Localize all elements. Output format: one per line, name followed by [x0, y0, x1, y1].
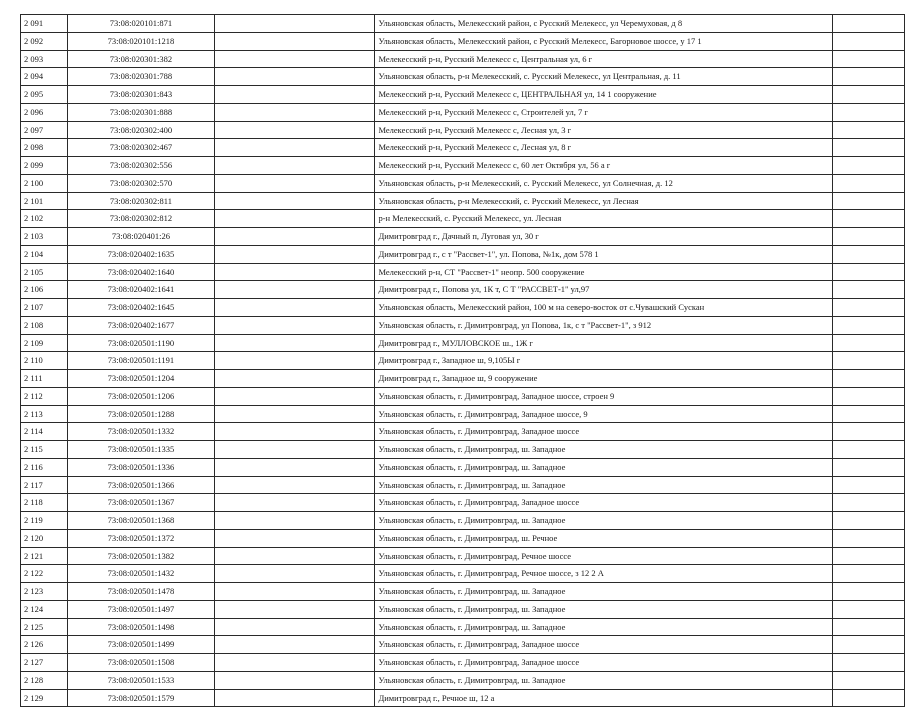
table-row: [21, 103, 905, 121]
address-cell: Димитровград г., Попова ул, 1К т, С Т "РАССВЕТ-1" ул,97: [375, 281, 833, 299]
address-cell: Димитровград г., Западное ш, 9,105Ы г: [375, 352, 833, 370]
empty-cell: [215, 618, 375, 636]
cadastral-number-cell: 73:08:020501:1367: [67, 494, 215, 512]
table-row: [21, 370, 905, 388]
empty-cell: [833, 50, 905, 68]
empty-cell: [215, 15, 375, 33]
empty-cell: [215, 494, 375, 512]
table-row: [21, 654, 905, 672]
row-number-cell: 2 112: [21, 387, 68, 405]
cadastral-number-cell: 73:08:020501:1508: [67, 654, 215, 672]
table-row: [21, 405, 905, 423]
table-row: [21, 121, 905, 139]
empty-cell: [833, 476, 905, 494]
row-number-cell: 2 127: [21, 654, 68, 672]
row-number-cell: 2 097: [21, 121, 68, 139]
cadastral-number-cell: 73:08:020301:843: [67, 86, 215, 104]
table-row: [21, 352, 905, 370]
row-number-cell: 2 121: [21, 547, 68, 565]
cadastral-number-cell: 73:08:020402:1640: [67, 263, 215, 281]
empty-cell: [215, 32, 375, 50]
row-number-cell: 2 102: [21, 210, 68, 228]
table-row: [21, 281, 905, 299]
row-number-cell: 2 115: [21, 441, 68, 459]
table-row: [21, 387, 905, 405]
empty-cell: [215, 157, 375, 175]
row-number-cell: 2 128: [21, 671, 68, 689]
address-cell: р-н Мелекесский, с. Русский Мелекесс, ул. Лесная: [375, 210, 833, 228]
address-cell: Димитровград г., Дачный п, Луговая ул, 30 г: [375, 228, 833, 246]
empty-cell: [215, 121, 375, 139]
empty-cell: [833, 192, 905, 210]
empty-cell: [833, 636, 905, 654]
empty-cell: [833, 263, 905, 281]
table-row: [21, 86, 905, 104]
empty-cell: [215, 103, 375, 121]
empty-cell: [215, 174, 375, 192]
empty-cell: [833, 405, 905, 423]
cadastral-number-cell: 73:08:020302:556: [67, 157, 215, 175]
row-number-cell: 2 092: [21, 32, 68, 50]
row-number-cell: 2 109: [21, 334, 68, 352]
empty-cell: [215, 529, 375, 547]
cadastral-number-cell: 73:08:020501:1432: [67, 565, 215, 583]
table-row: [21, 671, 905, 689]
cadastral-number-cell: 73:08:020301:788: [67, 68, 215, 86]
address-cell: Мелекесский р-н, Русский Мелекесс с, ЦЕНТРАЛЬНАЯ ул, 14 1 сооружение: [375, 86, 833, 104]
empty-cell: [833, 121, 905, 139]
cadastral-number-cell: 73:08:020501:1190: [67, 334, 215, 352]
empty-cell: [833, 441, 905, 459]
cadastral-number-cell: 73:08:020402:1645: [67, 299, 215, 317]
row-number-cell: 2 120: [21, 529, 68, 547]
row-number-cell: 2 104: [21, 245, 68, 263]
empty-cell: [215, 565, 375, 583]
table-row: [21, 299, 905, 317]
address-cell: Ульяновская область, Мелекесский район, с Русский Мелекесс, Багорновое шоссе, у 17 1: [375, 32, 833, 50]
row-number-cell: 2 096: [21, 103, 68, 121]
row-number-cell: 2 113: [21, 405, 68, 423]
address-cell: Ульяновская область, р-н Мелекесский, с. Русский Мелекесс, ул Солнечная, д. 12: [375, 174, 833, 192]
empty-cell: [215, 654, 375, 672]
row-number-cell: 2 119: [21, 512, 68, 530]
table-row: [21, 423, 905, 441]
empty-cell: [833, 316, 905, 334]
row-number-cell: 2 101: [21, 192, 68, 210]
table-row: [21, 316, 905, 334]
registry-sheet: [20, 14, 905, 707]
address-cell: Мелекесский р-н, СТ "Рассвет-1" неопр. 500 сооружение: [375, 263, 833, 281]
address-cell: Димитровград г., Западное ш, 9 сооружение: [375, 370, 833, 388]
table-row: [21, 458, 905, 476]
cadastral-number-cell: 73:08:020501:1206: [67, 387, 215, 405]
address-cell: Ульяновская область, г. Димитровград, ш. Западное: [375, 618, 833, 636]
empty-cell: [215, 228, 375, 246]
empty-cell: [833, 210, 905, 228]
table-row: [21, 139, 905, 157]
row-number-cell: 2 103: [21, 228, 68, 246]
cadastral-number-cell: 73:08:020101:871: [67, 15, 215, 33]
table-row: [21, 547, 905, 565]
row-number-cell: 2 124: [21, 600, 68, 618]
cadastral-number-cell: 73:08:020101:1218: [67, 32, 215, 50]
cadastral-number-cell: 73:08:020501:1579: [67, 689, 215, 707]
table-row: [21, 512, 905, 530]
address-cell: Ульяновская область, г. Димитровград, Западное шоссе: [375, 654, 833, 672]
cadastral-number-cell: 73:08:020402:1677: [67, 316, 215, 334]
row-number-cell: 2 126: [21, 636, 68, 654]
empty-cell: [833, 512, 905, 530]
row-number-cell: 2 098: [21, 139, 68, 157]
empty-cell: [215, 352, 375, 370]
table-row: [21, 210, 905, 228]
cadastral-number-cell: 73:08:020301:382: [67, 50, 215, 68]
empty-cell: [215, 387, 375, 405]
address-cell: Ульяновская область, Мелекесский район, с Русский Мелекесс, ул Черемуховая, д 8: [375, 15, 833, 33]
cadastral-number-cell: 73:08:020301:888: [67, 103, 215, 121]
table-row: [21, 157, 905, 175]
cadastral-number-cell: 73:08:020501:1204: [67, 370, 215, 388]
address-cell: Димитровград г., с т "Рассвет-1", ул. Попова, №1к, дом 578 1: [375, 245, 833, 263]
row-number-cell: 2 114: [21, 423, 68, 441]
address-cell: Ульяновская область, г. Димитровград, Западное шоссе, 9: [375, 405, 833, 423]
cadastral-number-cell: 73:08:020501:1191: [67, 352, 215, 370]
empty-cell: [833, 600, 905, 618]
row-number-cell: 2 122: [21, 565, 68, 583]
address-cell: Ульяновская область, г. Димитровград, ш. Речное: [375, 529, 833, 547]
empty-cell: [215, 263, 375, 281]
registry-rows: [21, 15, 905, 707]
empty-cell: [215, 512, 375, 530]
row-number-cell: 2 111: [21, 370, 68, 388]
empty-cell: [833, 494, 905, 512]
row-number-cell: 2 106: [21, 281, 68, 299]
table-row: [21, 441, 905, 459]
table-row: [21, 689, 905, 707]
empty-cell: [833, 423, 905, 441]
address-cell: Ульяновская область, г. Димитровград, Речное шоссе: [375, 547, 833, 565]
table-row: [21, 565, 905, 583]
row-number-cell: 2 099: [21, 157, 68, 175]
empty-cell: [215, 245, 375, 263]
empty-cell: [215, 139, 375, 157]
empty-cell: [833, 281, 905, 299]
empty-cell: [215, 210, 375, 228]
table-row: [21, 174, 905, 192]
row-number-cell: 2 117: [21, 476, 68, 494]
table-row: [21, 68, 905, 86]
address-cell: Мелекесский р-н, Русский Мелекесс с, Центральная ул, 6 г: [375, 50, 833, 68]
address-cell: Мелекесский р-н, Русский Мелекесс с, 60 лет Октября ул, 56 а г: [375, 157, 833, 175]
table-row: [21, 476, 905, 494]
table-row: [21, 192, 905, 210]
empty-cell: [215, 671, 375, 689]
empty-cell: [833, 15, 905, 33]
address-cell: Ульяновская область, г. Димитровград, ш. Западное: [375, 671, 833, 689]
row-number-cell: 2 091: [21, 15, 68, 33]
empty-cell: [833, 654, 905, 672]
address-cell: Мелекесский р-н, Русский Мелекесс с, Строителей ул, 7 г: [375, 103, 833, 121]
empty-cell: [215, 86, 375, 104]
row-number-cell: 2 105: [21, 263, 68, 281]
empty-cell: [833, 671, 905, 689]
address-cell: Мелекесский р-н, Русский Мелекесс с, Лесная ул, 8 г: [375, 139, 833, 157]
address-cell: Ульяновская область, г. Димитровград, Западное шоссе, строен 9: [375, 387, 833, 405]
cadastral-number-cell: 73:08:020501:1382: [67, 547, 215, 565]
empty-cell: [833, 352, 905, 370]
empty-cell: [215, 636, 375, 654]
cadastral-number-cell: 73:08:020402:1641: [67, 281, 215, 299]
address-cell: Ульяновская область, г. Димитровград, Западное шоссе: [375, 494, 833, 512]
cadastral-number-cell: 73:08:020302:812: [67, 210, 215, 228]
empty-cell: [215, 583, 375, 601]
address-cell: Ульяновская область, г. Димитровград, ш. Западное: [375, 458, 833, 476]
empty-cell: [215, 50, 375, 68]
empty-cell: [215, 600, 375, 618]
table-row: [21, 32, 905, 50]
cadastral-number-cell: 73:08:020501:1478: [67, 583, 215, 601]
address-cell: Ульяновская область, г. Димитровград, Западное шоссе: [375, 423, 833, 441]
cadastral-number-cell: 73:08:020302:400: [67, 121, 215, 139]
table-row: [21, 15, 905, 33]
table-row: [21, 228, 905, 246]
table-row: [21, 600, 905, 618]
address-cell: Мелекесский р-н, Русский Мелекесс с, Лесная ул, 3 г: [375, 121, 833, 139]
empty-cell: [833, 157, 905, 175]
row-number-cell: 2 093: [21, 50, 68, 68]
address-cell: Ульяновская область, г. Димитровград, ш. Западное: [375, 600, 833, 618]
cadastral-number-cell: 73:08:020401:26: [67, 228, 215, 246]
empty-cell: [215, 689, 375, 707]
empty-cell: [833, 174, 905, 192]
empty-cell: [833, 547, 905, 565]
table-row: [21, 636, 905, 654]
empty-cell: [833, 529, 905, 547]
empty-cell: [833, 245, 905, 263]
address-cell: Ульяновская область, г. Димитровград, ш. Западное: [375, 476, 833, 494]
address-cell: Ульяновская область, Мелекесский район, 100 м на северо-восток от с.Чувашский Сускан: [375, 299, 833, 317]
cadastral-number-cell: 73:08:020501:1335: [67, 441, 215, 459]
empty-cell: [833, 103, 905, 121]
empty-cell: [215, 370, 375, 388]
empty-cell: [215, 192, 375, 210]
row-number-cell: 2 125: [21, 618, 68, 636]
row-number-cell: 2 116: [21, 458, 68, 476]
cadastral-number-cell: 73:08:020302:570: [67, 174, 215, 192]
empty-cell: [833, 387, 905, 405]
address-cell: Ульяновская область, г. Димитровград, ул Попова, 1к, с т "Рассвет-1", з 912: [375, 316, 833, 334]
address-cell: Ульяновская область, г. Димитровград, ш. Западное: [375, 512, 833, 530]
table-row: [21, 50, 905, 68]
cadastral-number-cell: 73:08:020501:1336: [67, 458, 215, 476]
empty-cell: [833, 32, 905, 50]
table-row: [21, 245, 905, 263]
row-number-cell: 2 107: [21, 299, 68, 317]
table-row: [21, 618, 905, 636]
empty-cell: [833, 583, 905, 601]
row-number-cell: 2 094: [21, 68, 68, 86]
empty-cell: [215, 423, 375, 441]
empty-cell: [215, 334, 375, 352]
address-cell: Димитровград г., МУЛЛОВСКОЕ ш., 1Ж г: [375, 334, 833, 352]
cadastral-number-cell: 73:08:020501:1368: [67, 512, 215, 530]
address-cell: Димитровград г., Речное ш, 12 а: [375, 689, 833, 707]
empty-cell: [215, 281, 375, 299]
cadastral-number-cell: 73:08:020501:1499: [67, 636, 215, 654]
row-number-cell: 2 100: [21, 174, 68, 192]
cadastral-number-cell: 73:08:020501:1366: [67, 476, 215, 494]
empty-cell: [833, 565, 905, 583]
table-row: [21, 494, 905, 512]
row-number-cell: 2 123: [21, 583, 68, 601]
empty-cell: [833, 458, 905, 476]
cadastral-number-cell: 73:08:020501:1332: [67, 423, 215, 441]
address-cell: Ульяновская область, р-н Мелекесский, с. Русский Мелекесс, ул Центральная, д. 11: [375, 68, 833, 86]
registry-table: [20, 14, 905, 707]
address-cell: Ульяновская область, р-н Мелекесский, с. Русский Мелекесс, ул Лесная: [375, 192, 833, 210]
empty-cell: [833, 299, 905, 317]
table-row: [21, 583, 905, 601]
empty-cell: [833, 139, 905, 157]
cadastral-number-cell: 73:08:020501:1498: [67, 618, 215, 636]
cadastral-number-cell: 73:08:020402:1635: [67, 245, 215, 263]
empty-cell: [833, 689, 905, 707]
row-number-cell: 2 110: [21, 352, 68, 370]
empty-cell: [215, 68, 375, 86]
table-row: [21, 334, 905, 352]
cadastral-number-cell: 73:08:020302:467: [67, 139, 215, 157]
row-number-cell: 2 129: [21, 689, 68, 707]
empty-cell: [215, 476, 375, 494]
empty-cell: [215, 316, 375, 334]
table-row: [21, 529, 905, 547]
empty-cell: [833, 228, 905, 246]
empty-cell: [833, 86, 905, 104]
address-cell: Ульяновская область, г. Димитровград, ш. Западное: [375, 583, 833, 601]
empty-cell: [833, 334, 905, 352]
empty-cell: [215, 441, 375, 459]
address-cell: Ульяновская область, г. Димитровград, Речное шоссе, з 12 2 А: [375, 565, 833, 583]
cadastral-number-cell: 73:08:020501:1288: [67, 405, 215, 423]
cadastral-number-cell: 73:08:020501:1533: [67, 671, 215, 689]
address-cell: Ульяновская область, г. Димитровград, ш. Западное: [375, 441, 833, 459]
address-cell: Ульяновская область, г. Димитровград, Западное шоссе: [375, 636, 833, 654]
empty-cell: [215, 547, 375, 565]
cadastral-number-cell: 73:08:020302:811: [67, 192, 215, 210]
empty-cell: [215, 299, 375, 317]
empty-cell: [833, 68, 905, 86]
cadastral-number-cell: 73:08:020501:1497: [67, 600, 215, 618]
empty-cell: [215, 405, 375, 423]
row-number-cell: 2 095: [21, 86, 68, 104]
table-row: [21, 263, 905, 281]
row-number-cell: 2 108: [21, 316, 68, 334]
empty-cell: [833, 618, 905, 636]
cadastral-number-cell: 73:08:020501:1372: [67, 529, 215, 547]
row-number-cell: 2 118: [21, 494, 68, 512]
empty-cell: [215, 458, 375, 476]
empty-cell: [833, 370, 905, 388]
